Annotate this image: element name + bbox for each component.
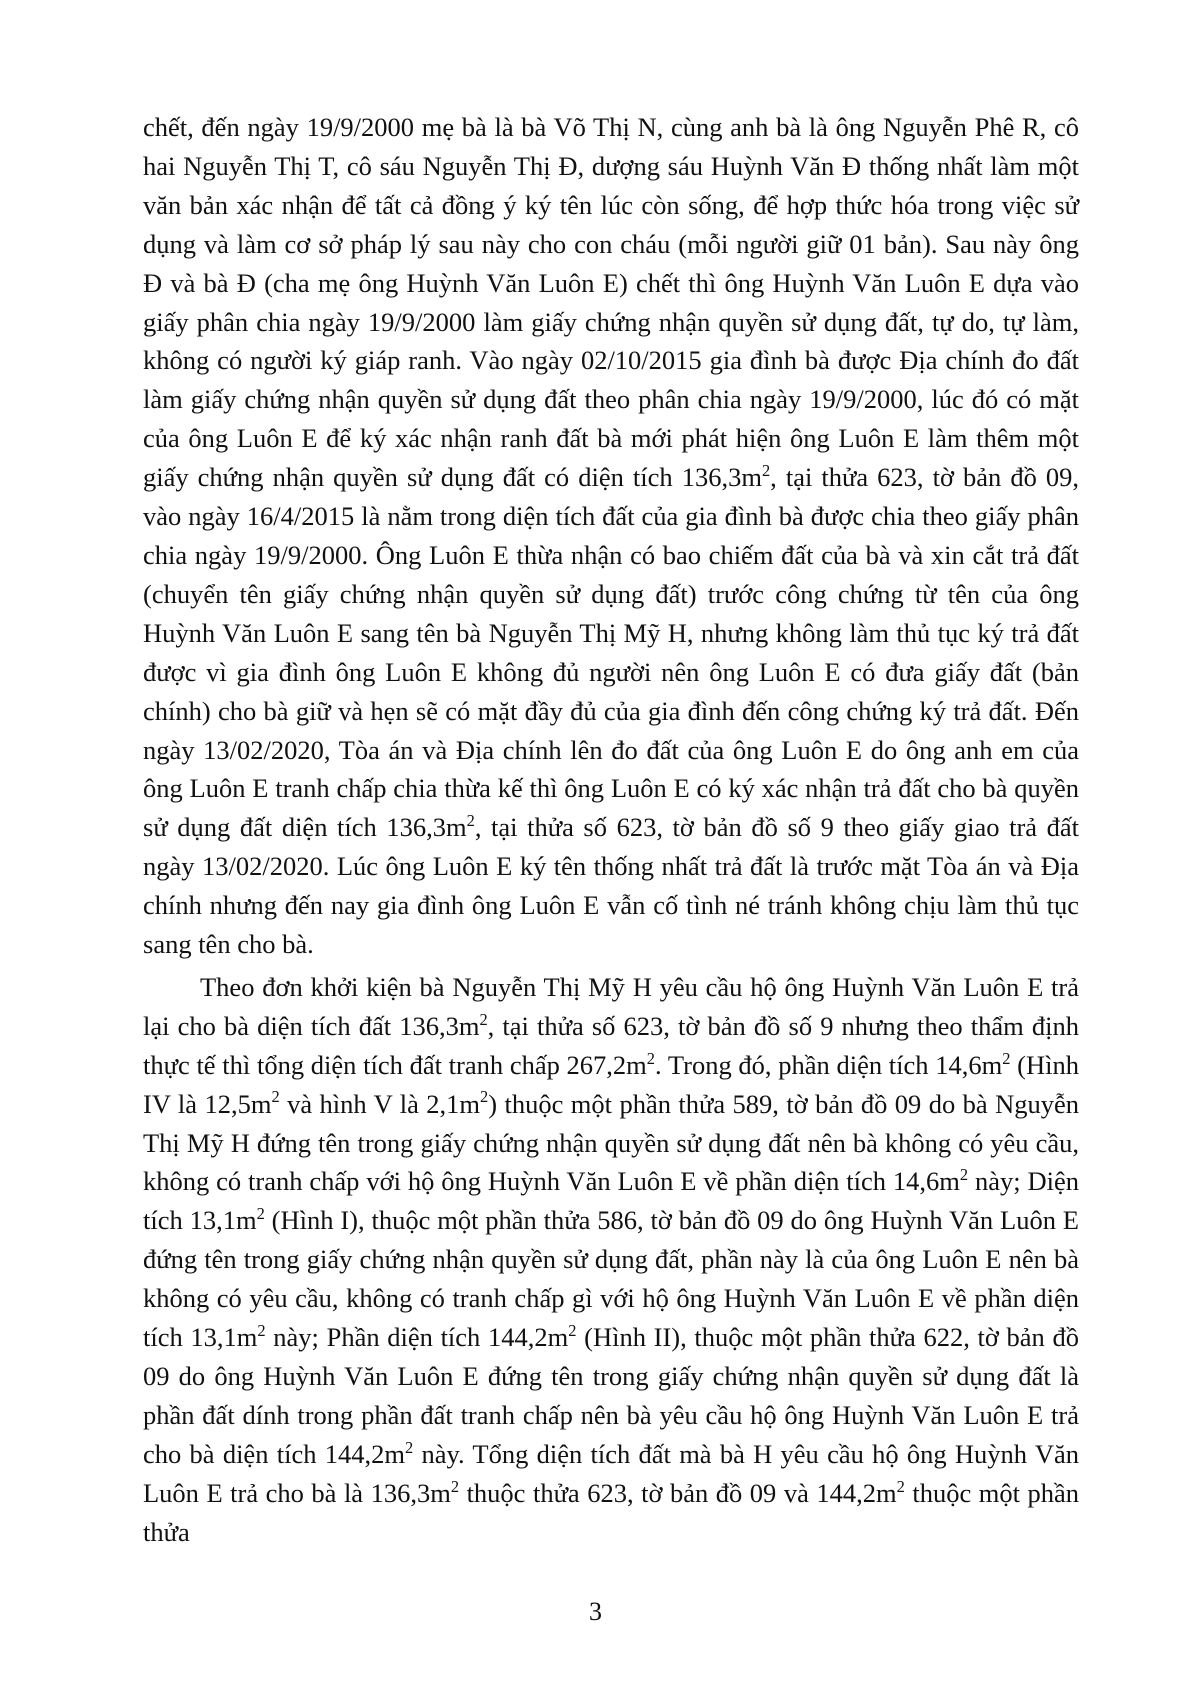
superscript-exponent: 2 bbox=[896, 1476, 905, 1496]
text-segment: thuộc một phần thửa bbox=[143, 1477, 1079, 1547]
text-segment: ) thuộc một phần thửa 589, tờ bản đồ 09 do bà Nguyễn Thị Mỹ H đứng tên trong giấy chứng nhận quyền sử dụng đất nên bà không có yêu cầu, không có tranh chấp với hộ ông Huỳnh Văn Luôn E về phần diện tích 14,6m bbox=[143, 1088, 1079, 1197]
document-body bbox=[143, 108, 1079, 1552]
text-segment: , tại thửa số 623, tờ bản đồ số 9 nhưng theo thẩm định thực tế thì tổng diện tích đất tranh chấp 267,2m bbox=[143, 1010, 1079, 1080]
text-segment: này; Diện tích 13,1m bbox=[143, 1166, 1080, 1236]
superscript-exponent: 2 bbox=[404, 1437, 414, 1457]
superscript-exponent: 2 bbox=[479, 1009, 488, 1029]
paragraph-1 bbox=[143, 108, 1079, 964]
text-segment: , tại thửa 623, tờ bản đồ 09, vào ngày 16/4/2015 là nằm trong diện tích đất của gia đình bà được chia theo giấy phân chia ngày 19/9/2000. Ông Luôn E thừa nhận có bao chiếm đất của bà và xin cắt trả đất (chuyển tên giấy chứng nhận quyền sử dụng đất) trước công chứng từ tên của ông Huỳnh Văn Luôn E sang tên bà Nguyễn Thị Mỹ H, nhưng không làm thủ tục ký trả đất được vì gia đình ông Luôn E không đủ người nên ông Luôn E có đưa giấy đất (bản chính) cho bà giữ và hẹn sẽ có mặt đầy đủ của gia đình đến công chứng ký trả đất. Đến ngày 13/02/2020, Tòa án và Địa chính lên đo đất của ông Luôn E do ông anh em của ông Luôn E tranh chấp chia thừa kế thì ông Luôn E có ký xác nhận trả đất cho bà quyền sử dụng đất diện tích 136,3m bbox=[143, 462, 1079, 843]
text-segment: và hình V là 2,1m bbox=[279, 1088, 481, 1119]
superscript-exponent: 2 bbox=[466, 811, 475, 831]
superscript-exponent: 2 bbox=[1002, 1048, 1011, 1068]
text-segment: thuộc thửa 623, tờ bản đồ 09 và 144,2m bbox=[459, 1477, 897, 1508]
text-segment: này; Phần diện tích 144,2m bbox=[265, 1322, 569, 1353]
superscript-exponent: 2 bbox=[271, 1087, 280, 1107]
text-segment: . Trong đó, phần diện tích 14,6m bbox=[655, 1049, 1003, 1080]
paragraph-2 bbox=[143, 968, 1079, 1552]
text-segment: chết, đến ngày 19/9/2000 mẹ bà là bà Võ Thị N, cùng anh bà là ông Nguyễn Phê R, cô hai Nguyễn Thị T, cô sáu Nguyễn Thị Đ, dượng sáu Huỳnh Văn Đ thống nhất làm một văn bản xác nhận để tất cả đồng ý ký tên lúc còn sống, để hợp thức hóa trong việc sử dụng và làm cơ sở pháp lý sau này cho con cháu (mỗi người giữ 01 bản). Sau này ông Đ và bà Đ (cha mẹ ông Huỳnh Văn Luôn E) chết thì ông Huỳnh Văn Luôn E dựa vào giấy phân chia ngày 19/9/2000 làm giấy chứng nhận quyền sử dụng đất, tự do, tự làm, không có người ký giáp ranh. Vào ngày 02/10/2015 gia đình bà được Địa chính đo đất làm giấy chứng nhận quyền sử dụng đất theo phân chia ngày 19/9/2000, lúc đó có mặt của ông Luôn E để ký xác nhận ranh đất bà mới phát hiện ông Luôn E làm thêm một giấy chứng nhận quyền sử dụng đất có diện tích 136,3m bbox=[143, 112, 1079, 493]
superscript-exponent: 2 bbox=[257, 1320, 266, 1340]
superscript-exponent: 2 bbox=[256, 1204, 265, 1224]
superscript-exponent: 2 bbox=[568, 1320, 577, 1340]
superscript-exponent: 2 bbox=[761, 460, 771, 480]
text-segment: này. Tổng diện tích đất mà bà H yêu cầu hộ ông Huỳnh Văn Luôn E trả cho bà là 136,3m bbox=[143, 1438, 1079, 1508]
page-number: 3 bbox=[589, 1597, 602, 1626]
superscript-exponent: 2 bbox=[959, 1165, 969, 1185]
text-segment: (Hình IV là 12,5m bbox=[143, 1049, 1080, 1119]
superscript-exponent: 2 bbox=[450, 1476, 460, 1496]
text-segment: Theo đơn khởi kiện bà Nguyễn Thị Mỹ H yêu cầu hộ ông Huỳnh Văn Luôn E trả lại cho bà diện tích đất 136,3m bbox=[143, 971, 1079, 1041]
superscript-exponent: 2 bbox=[646, 1048, 656, 1068]
text-segment: (Hình II), thuộc một phần thửa 622, tờ bản đồ 09 do ông Huỳnh Văn Luôn E đứng tên trong giấy chứng nhận quyền sử dụng đất là phần đất dính trong phần đất tranh chấp nên bà yêu cầu hộ ông Huỳnh Văn Luôn E trả cho bà diện tích 144,2m bbox=[143, 1322, 1079, 1469]
superscript-exponent: 2 bbox=[480, 1087, 489, 1107]
text-segment: , tại thửa số 623, tờ bản đồ số 9 theo giấy giao trả đất ngày 13/02/2020. Lúc ông Luôn E ký tên thống nhất trả đất là trước mặt Tòa án và Địa chính nhưng đến nay gia đình ông Luôn E vẫn cố tình né tránh không chịu làm thủ tục sang tên cho bà. bbox=[143, 812, 1079, 960]
text-segment: (Hình I), thuộc một phần thửa 586, tờ bản đồ 09 do ông Huỳnh Văn Luôn E đứng tên trong giấy chứng nhận quyền sử dụng đất, phần này là của ông Luôn E nên bà không có yêu cầu, không có tranh chấp gì với hộ ông Huỳnh Văn Luôn E về phần diện tích 13,1m bbox=[143, 1205, 1079, 1353]
